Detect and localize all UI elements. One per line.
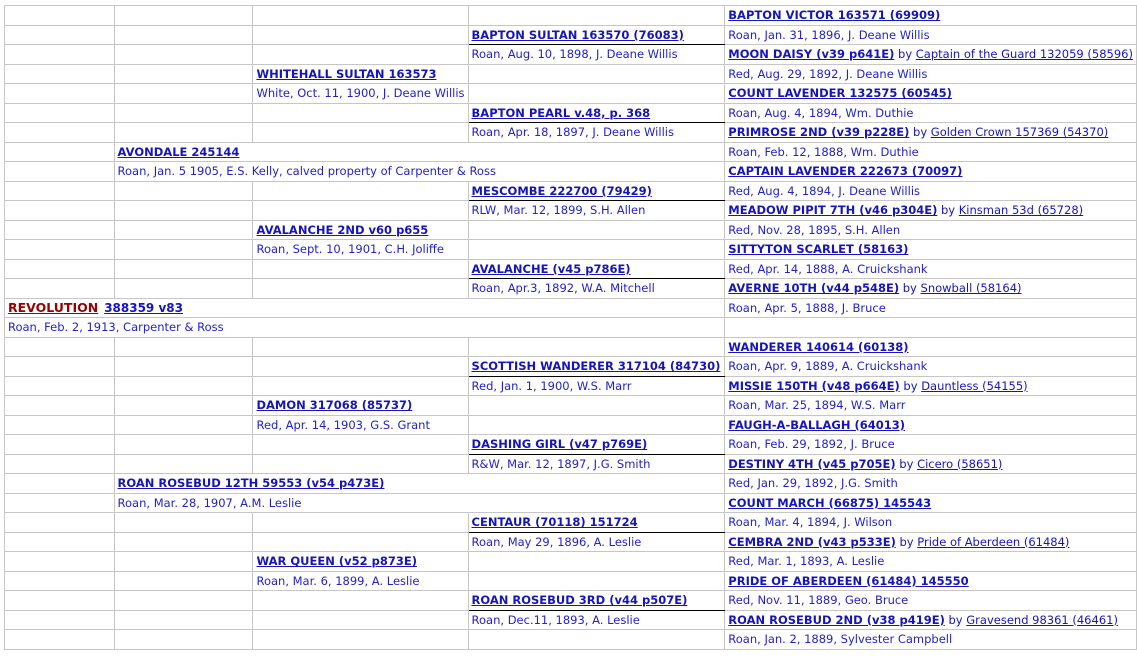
by-text: by: [895, 534, 918, 549]
pedigree-row: [5, 337, 1137, 357]
ancestor-info: Roan, Feb. 29, 1892, J. Bruce: [725, 435, 1137, 455]
pedigree-row: [5, 610, 1137, 630]
ancestor-name-cell: [725, 493, 1137, 513]
ancestor-info: Red, Jan. 1, 1900, W.S. Marr: [468, 376, 725, 396]
ancestor-link[interactable]: AVALANCHE 2ND v60 p655: [256, 222, 429, 237]
pedigree-row: [5, 376, 1137, 396]
ancestor-name-cell: [725, 610, 1137, 630]
ancestor-info: Red, Mar. 1, 1893, A. Leslie: [725, 552, 1137, 572]
ancestor-info: Roan, Jan. 5 1905, E.S. Kelly, calved property of Carpenter & Ross: [114, 162, 725, 182]
sire-link[interactable]: Golden Crown 157369 (54370): [930, 125, 1109, 140]
ancestor-link[interactable]: CAPTAIN LAVENDER 222673 (70097): [728, 164, 963, 179]
ancestor-link[interactable]: MEADOW PIPIT 7TH (v46 p304E): [728, 203, 938, 218]
pedigree-row: [5, 298, 1137, 318]
ancestor-name-cell: [725, 279, 1137, 299]
sire-link[interactable]: Cicero (58651): [917, 456, 1003, 471]
ancestor-name-cell: [725, 162, 1137, 182]
ancestor-link[interactable]: MESCOMBE 222700 (79429): [471, 183, 652, 198]
pedigree-row: [5, 318, 1137, 338]
pedigree-row: [5, 259, 1137, 279]
pedigree-row: [5, 45, 1137, 65]
ancestor-info: Red, Aug. 29, 1892, J. Deane Willis: [725, 64, 1137, 84]
by-text: by: [899, 281, 921, 296]
ancestor-info: Roan, Apr. 5, 1888, J. Bruce: [725, 298, 1137, 318]
subject-name-cell: [5, 298, 725, 318]
pedigree-row: [5, 415, 1137, 435]
ancestor-info: Roan, Mar. 4, 1894, J. Wilson: [725, 513, 1137, 533]
ancestor-link[interactable]: PRIMROSE 2ND (v39 p228E): [728, 125, 910, 140]
ancestor-name-cell: [114, 474, 725, 494]
ancestor-link[interactable]: AVONDALE 245144: [117, 144, 240, 159]
pedigree-row: [5, 357, 1137, 377]
ancestor-link[interactable]: WANDERER 140614 (60138): [728, 339, 909, 354]
pedigree-row: [5, 162, 1137, 182]
sire-link[interactable]: Captain of the Guard 132059 (58596): [915, 47, 1133, 62]
by-text: by: [894, 47, 916, 62]
subject-name-link[interactable]: REVOLUTION: [8, 299, 99, 315]
ancestor-link[interactable]: AVALANCHE (v45 p786E): [471, 261, 631, 276]
ancestor-link[interactable]: BAPTON VICTOR 163571 (69909): [728, 8, 941, 23]
ancestor-name-cell: [725, 571, 1137, 591]
ancestor-name-cell: [253, 396, 468, 416]
ancestor-name-cell: [253, 64, 468, 84]
ancestor-link[interactable]: SCOTTISH WANDERER 317104 (84730): [471, 359, 721, 374]
ancestor-info: Red, Aug. 4, 1894, J. Deane Willis: [725, 181, 1137, 201]
pedigree-row: [5, 181, 1137, 201]
ancestor-name-cell: [725, 84, 1137, 104]
ancestor-link[interactable]: MOON DAISY (v39 p641E): [728, 47, 895, 62]
ancestor-name-cell: [468, 435, 725, 455]
pedigree-row: [5, 396, 1137, 416]
ancestor-info: Roan, Sept. 10, 1901, C.H. Joliffe: [253, 240, 468, 260]
ancestor-link[interactable]: COUNT LAVENDER 132575 (60545): [728, 86, 952, 101]
by-text: by: [937, 203, 959, 218]
ancestor-info: Roan, Apr.3, 1892, W.A. Mitchell: [468, 279, 725, 299]
pedigree-row: [5, 513, 1137, 533]
ancestor-link[interactable]: ROAN ROSEBUD 3RD (v44 p507E): [471, 593, 688, 608]
pedigree-table: [4, 5, 1137, 650]
ancestor-name-cell: [253, 220, 468, 240]
subject-info: Roan, Feb. 2, 1913, Carpenter & Ross: [5, 318, 725, 338]
pedigree-row: [5, 454, 1137, 474]
pedigree-row: [5, 279, 1137, 299]
ancestor-info: Roan, Mar. 6, 1899, A. Leslie: [253, 571, 468, 591]
ancestor-info: Roan, Dec.11, 1893, A. Leslie: [468, 610, 725, 630]
ancestor-info: Roan, Jan. 31, 1896, J. Deane Willis: [725, 25, 1137, 45]
pedigree-row: [5, 435, 1137, 455]
ancestor-name-cell: [468, 591, 725, 611]
pedigree-row: [5, 103, 1137, 123]
ancestor-name-cell: [725, 454, 1137, 474]
pedigree-row: [5, 552, 1137, 572]
ancestor-name-cell: [468, 357, 725, 377]
sire-link[interactable]: Dauntless (54155): [921, 378, 1028, 393]
pedigree-row: [5, 532, 1137, 552]
pedigree-row: [5, 25, 1137, 45]
ancestor-link[interactable]: DAMON 317068 (85737): [256, 398, 413, 413]
ancestor-info: Roan, Aug. 10, 1898, J. Deane Willis: [468, 45, 725, 65]
ancestor-name-cell: [468, 103, 725, 123]
ancestor-link[interactable]: AVERNE 10TH (v44 p548E): [728, 281, 900, 296]
ancestor-name-cell: [253, 552, 468, 572]
ancestor-link[interactable]: BAPTON SULTAN 163570 (76083): [471, 27, 684, 42]
by-text: by: [899, 378, 922, 393]
ancestor-link[interactable]: DESTINY 4TH (v45 p705E): [728, 456, 896, 471]
pedigree-row: [5, 201, 1137, 221]
ancestor-link[interactable]: COUNT MARCH (66875) 145543: [728, 495, 932, 510]
ancestor-info: R&W, Mar. 12, 1897, J.G. Smith: [468, 454, 725, 474]
ancestor-name-cell: [725, 337, 1137, 357]
pedigree-row: [5, 123, 1137, 143]
ancestor-info: Red, Apr. 14, 1888, A. Cruickshank: [725, 259, 1137, 279]
ancestor-name-cell: [468, 513, 725, 533]
sire-link[interactable]: Pride of Aberdeen (61484): [917, 534, 1070, 549]
ancestor-name-cell: [725, 532, 1137, 552]
ancestor-info: Roan, Feb. 12, 1888, Wm. Duthie: [725, 142, 1137, 162]
ancestor-info: Red, Nov. 28, 1895, S.H. Allen: [725, 220, 1137, 240]
sire-link[interactable]: Gravesend 98361 (46461): [966, 612, 1118, 627]
by-text: by: [944, 612, 967, 627]
pedigree-row: [5, 6, 1137, 26]
pedigree-row: [5, 571, 1137, 591]
ancestor-name-cell: [468, 181, 725, 201]
ancestor-link[interactable]: CEMBRA 2ND (v43 p533E): [728, 534, 896, 549]
ancestor-link[interactable]: SITTYTON SCARLET (58163): [728, 242, 909, 257]
pedigree-row: [5, 591, 1137, 611]
ancestor-link[interactable]: WHITEHALL SULTAN 163573: [256, 66, 437, 81]
ancestor-link[interactable]: MISSIE 150TH (v48 p664E): [728, 378, 900, 393]
ancestor-link[interactable]: CENTAUR (70118) 151724: [471, 515, 638, 530]
pedigree-row: [5, 220, 1137, 240]
pedigree-row: [5, 142, 1137, 162]
ancestor-name-cell: [725, 376, 1137, 396]
ancestor-name-cell: [114, 142, 725, 162]
pedigree-row: [5, 630, 1137, 650]
ancestor-name-cell: [725, 240, 1137, 260]
ancestor-info: Red, Jan. 29, 1892, J.G. Smith: [725, 474, 1137, 494]
ancestor-name-cell: [468, 25, 725, 45]
pedigree-row: [5, 493, 1137, 513]
pedigree-row: [5, 240, 1137, 260]
ancestor-info: Roan, Mar. 25, 1894, W.S. Marr: [725, 396, 1137, 416]
ancestor-name-cell: [725, 201, 1137, 221]
ancestor-name-cell: [725, 415, 1137, 435]
pedigree-row: [5, 64, 1137, 84]
ancestor-info: Roan, Apr. 9, 1889, A. Cruickshank: [725, 357, 1137, 377]
by-text: by: [895, 456, 918, 471]
pedigree-row: [5, 474, 1137, 494]
ancestor-info: RLW, Mar. 12, 1899, S.H. Allen: [468, 201, 725, 221]
sire-link[interactable]: Snowball (58164): [920, 281, 1022, 296]
ancestor-link[interactable]: ROAN ROSEBUD 12TH 59553 (v54 p473E): [117, 476, 385, 491]
ancestor-info: Roan, Jan. 2, 1889, Sylvester Campbell: [725, 630, 1137, 650]
ancestor-name-cell: [468, 259, 725, 279]
ancestor-name-cell: [725, 6, 1137, 26]
ancestor-info: Red, Nov. 11, 1889, Geo. Bruce: [725, 591, 1137, 611]
sire-link[interactable]: Kinsman 53d (65728): [958, 203, 1084, 218]
ancestor-info: Roan, May 29, 1896, A. Leslie: [468, 532, 725, 552]
ancestor-link[interactable]: FAUGH-A-BALLAGH (64013): [728, 417, 906, 432]
ancestor-info: Roan, Mar. 28, 1907, A.M. Leslie: [114, 493, 725, 513]
by-text: by: [909, 125, 931, 140]
ancestor-info: White, Oct. 11, 1900, J. Deane Willis: [253, 84, 468, 104]
ancestor-link[interactable]: ROAN ROSEBUD 2ND (v38 p419E): [728, 612, 945, 627]
ancestor-link[interactable]: BAPTON PEARL v.48, p. 368: [471, 105, 651, 120]
ancestor-link[interactable]: WAR QUEEN (v52 p873E): [256, 554, 417, 569]
ancestor-info: Red, Apr. 14, 1903, G.S. Grant: [253, 415, 468, 435]
ancestor-link[interactable]: PRIDE OF ABERDEEN (61484) 145550: [728, 573, 969, 588]
ancestor-info: Roan, Aug. 4, 1894, Wm. Duthie: [725, 103, 1137, 123]
pedigree-row: [5, 84, 1137, 104]
ancestor-info: Roan, Apr. 18, 1897, J. Deane Willis: [468, 123, 725, 143]
subject-registration-link[interactable]: 388359 v83: [104, 300, 183, 315]
ancestor-name-cell: [725, 123, 1137, 143]
ancestor-link[interactable]: DASHING GIRL (v47 p769E): [471, 437, 648, 452]
ancestor-name-cell: [725, 45, 1137, 65]
